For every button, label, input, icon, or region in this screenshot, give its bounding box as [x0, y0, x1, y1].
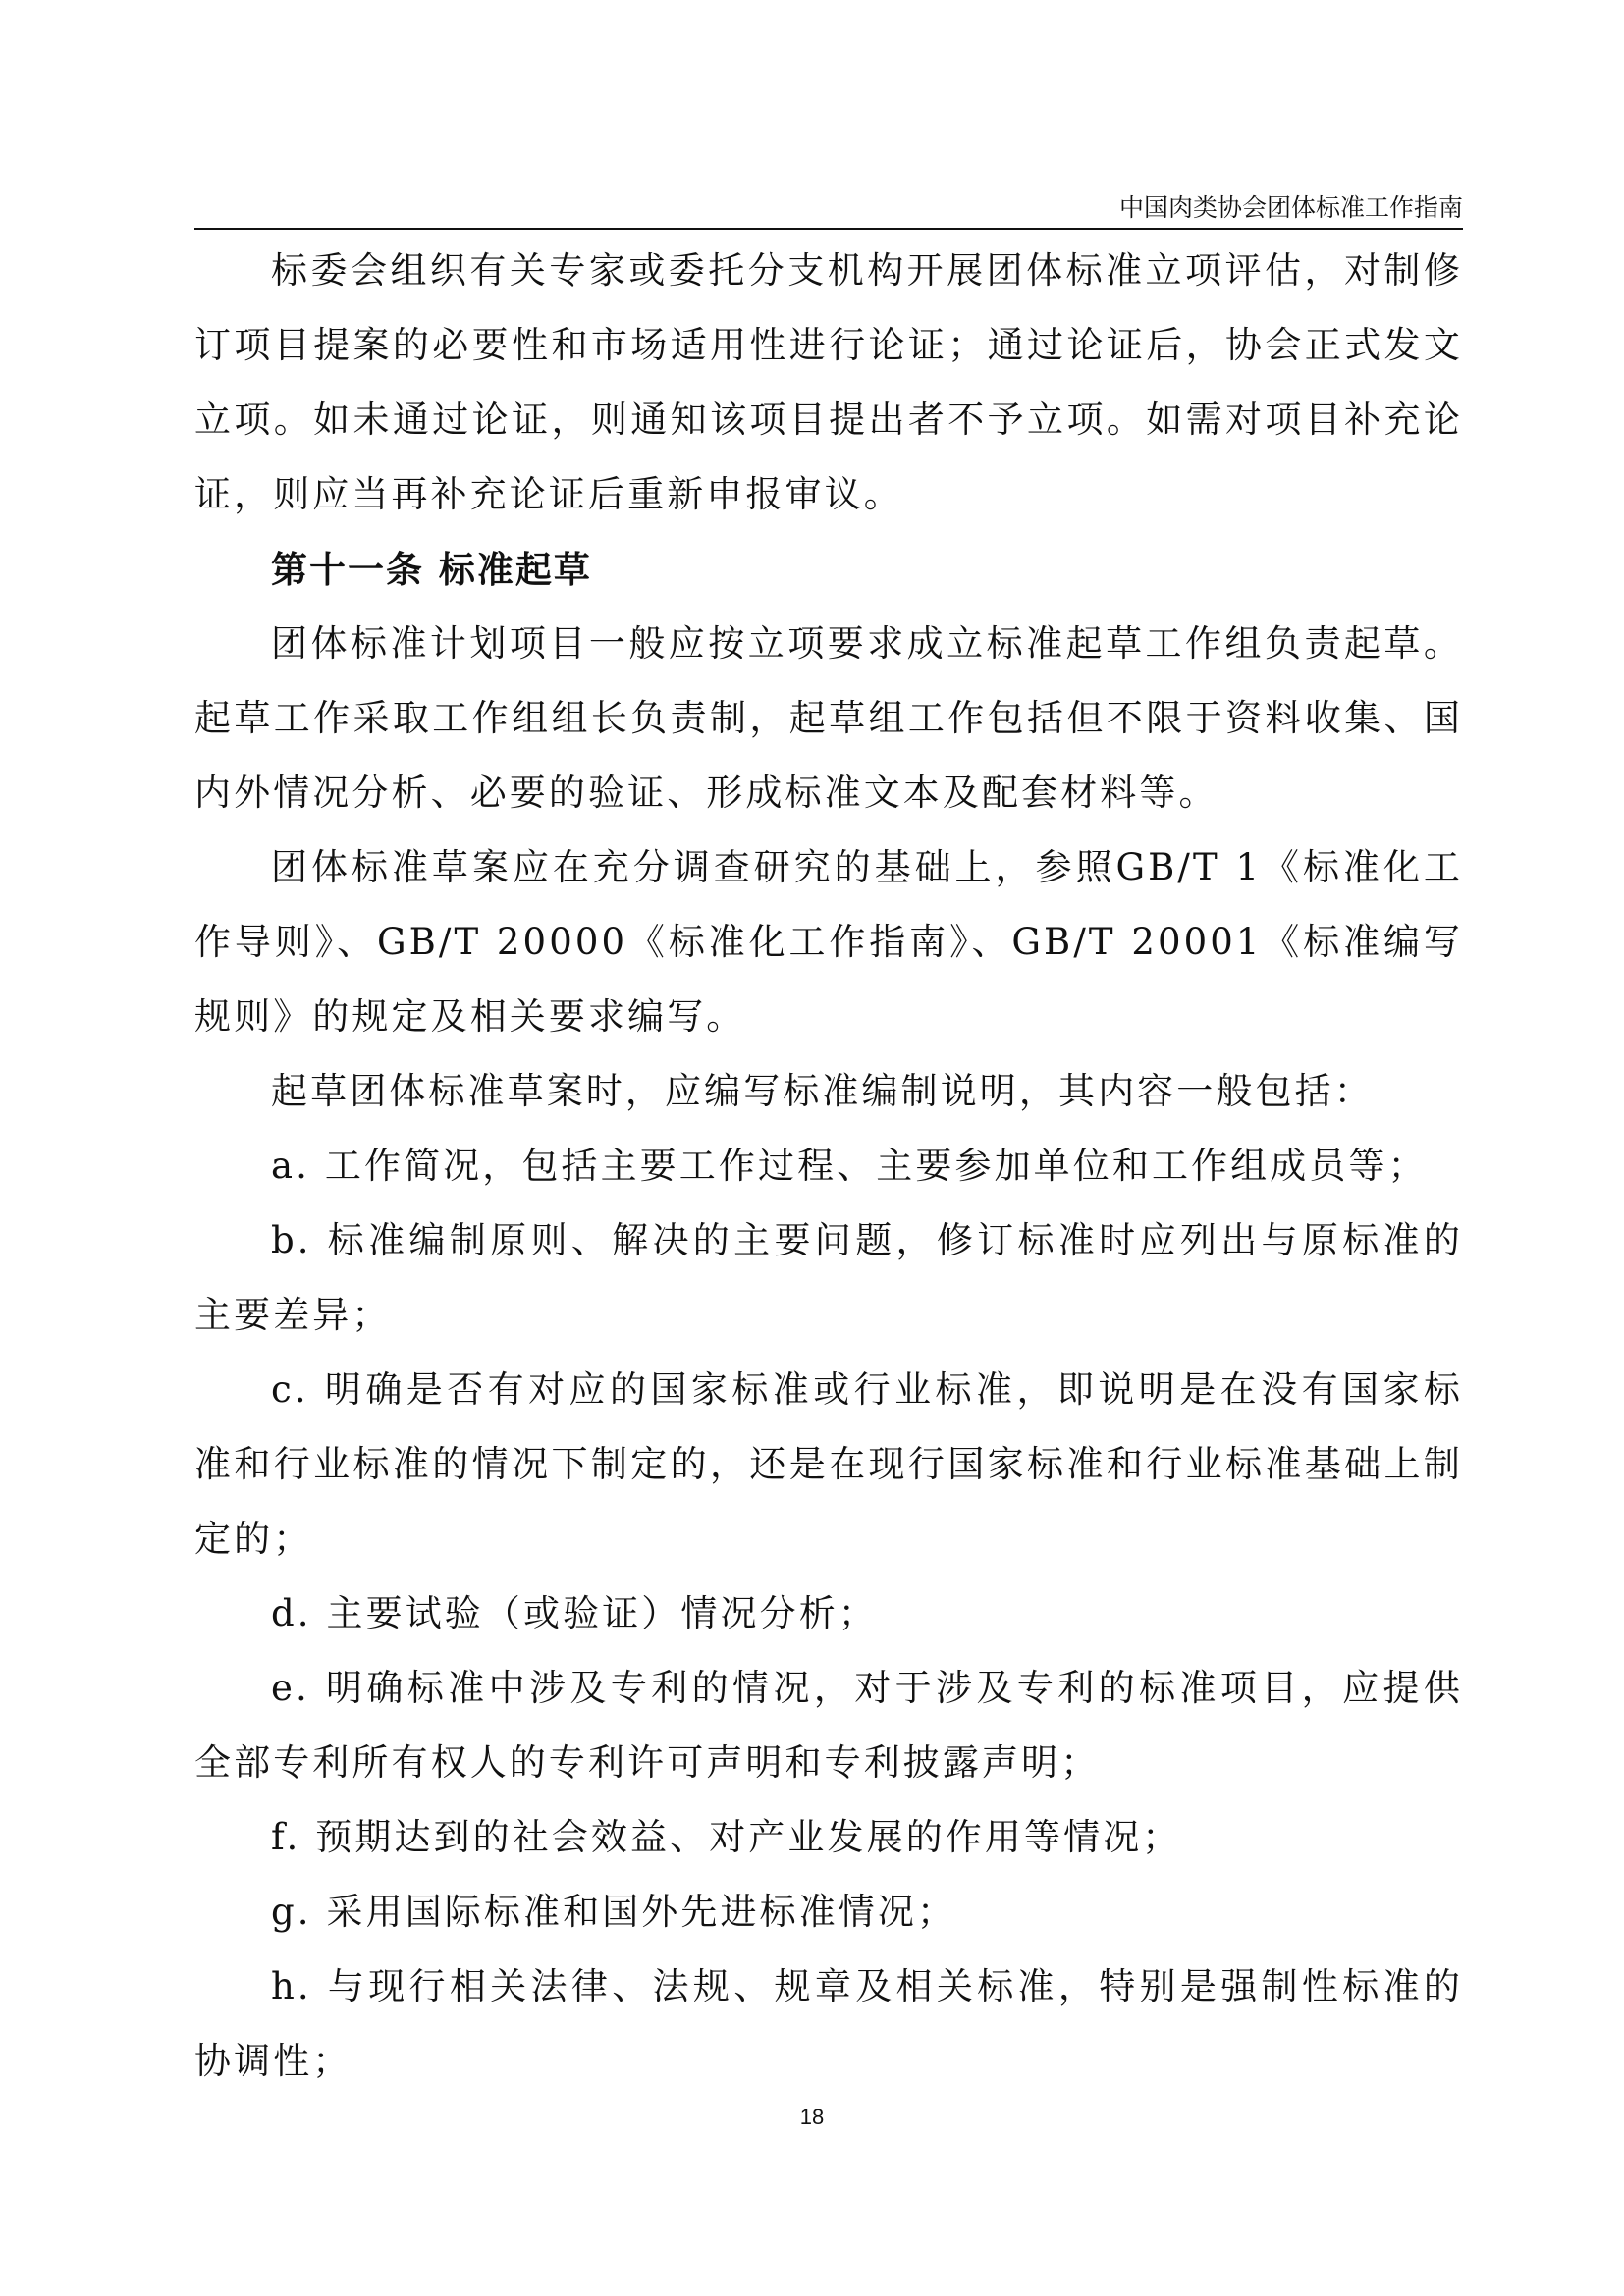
- section-heading: 第十一条 标准起草: [271, 548, 592, 591]
- list-item-g: g. 采用国际标准和国外先进标准情况；: [271, 1891, 957, 1933]
- paragraph-draft-reference: 团体标准草案应在充分调查研究的基础上，参照GB/T 1《标准化工作导则》、GB/T 20000《标准化工作指南》、GB/T 20001《标准编写规则》的规定及相关要求编写。: [194, 846, 1463, 1038]
- list-item-h: h. 与现行相关法律、法规、规章及相关标准，特别是强制性标准的协调性；: [194, 1965, 1463, 2082]
- list-item-f: f. 预期达到的社会效益、对产业发展的作用等情况；: [271, 1816, 1182, 1858]
- paragraph-explanation-intro: 起草团体标准草案时，应编写标准编制说明，其内容一般包括：: [271, 1070, 1374, 1112]
- list-item-b: b. 标准编制原则、解决的主要问题，修订标准时应列出与原标准的主要差异；: [194, 1219, 1463, 1336]
- page-header: [194, 192, 1463, 230]
- list-item-a: a. 工作简况，包括主要工作过程、主要参加单位和工作组成员等；: [271, 1145, 1428, 1187]
- list-item-e: e. 明确标准中涉及专利的情况，对于涉及专利的标准项目，应提供全部专利所有权人的专利许可声明和专利披露声明；: [194, 1667, 1463, 1784]
- page-number: 18: [799, 2105, 825, 2129]
- paragraph-drafting-group: 团体标准计划项目一般应按立项要求成立标准起草工作组负责起草。起草工作采取工作组组长负责制，起草组工作包括但不限于资料收集、国内外情况分析、必要的验证、形成标准文本及配套材料等。: [194, 622, 1463, 814]
- paragraph-project-evaluation: 标委会组织有关专家或委托分支机构开展团体标准立项评估，对制修订项目提案的必要性和市场适用性进行论证；通过论证后，协会正式发文立项。如未通过论证，则通知该项目提出者不予立项。如需对项目补充论证，则应当再补充论证后重新申报审议。: [194, 249, 1463, 515]
- document-body: [194, 234, 1463, 2099]
- list-item-c: c. 明确是否有对应的国家标准或行业标准，即说明是在没有国家标准和行业标准的情况下制定的，还是在现行国家标准和行业标准基础上制定的；: [194, 1368, 1463, 1560]
- list-item-d: d. 主要试验（或验证）情况分析；: [271, 1592, 878, 1634]
- header-title: 中国肉类协会团体标准工作指南: [1118, 193, 1463, 222]
